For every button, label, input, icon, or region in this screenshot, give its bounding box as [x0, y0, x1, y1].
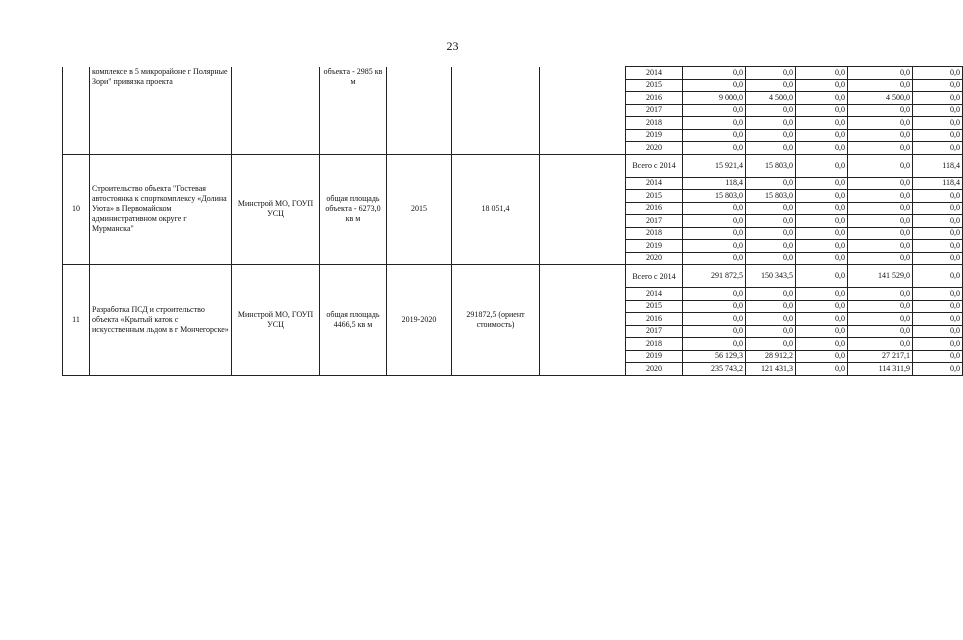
cell-year: 2016 [626, 202, 683, 215]
cell-value: 0,0 [848, 215, 913, 228]
cell-executor [232, 67, 320, 155]
cell-value: 0,0 [848, 202, 913, 215]
cell-value: 0,0 [913, 240, 963, 253]
cell-value: 0,0 [746, 215, 796, 228]
cell-value: 0,0 [796, 117, 848, 130]
cell-value: 0,0 [796, 129, 848, 142]
cell-value: 0,0 [848, 190, 913, 203]
cell-value: 0,0 [913, 142, 963, 155]
cell-value: 0,0 [913, 338, 963, 351]
cell-value: 0,0 [683, 227, 746, 240]
cell-area: общая площадь объекта - 6273,0 кв м [320, 154, 387, 265]
cell-value: 0,0 [848, 177, 913, 190]
cell-years [387, 67, 452, 155]
cell-gap [540, 265, 626, 376]
cell-value: 0,0 [913, 350, 963, 363]
cell-value: 118,4 [913, 177, 963, 190]
cell-value: 0,0 [746, 300, 796, 313]
cell-value: 0,0 [848, 338, 913, 351]
total-label-text: Всего с 2014 [632, 161, 676, 170]
cell-year: 2019 [626, 129, 683, 142]
cell-value: 0,0 [796, 92, 848, 105]
cell-value: 0,0 [746, 240, 796, 253]
cell-value: 0,0 [746, 325, 796, 338]
cell-value: 0,0 [848, 79, 913, 92]
cell-year: 2019 [626, 240, 683, 253]
cell-value: 0,0 [746, 313, 796, 326]
page-number: 23 [446, 39, 459, 53]
cell-value: 0,0 [796, 288, 848, 301]
cell-value: 0,0 [746, 227, 796, 240]
cell-years: 2019-2020 [387, 265, 452, 376]
cell-value: 0,0 [683, 338, 746, 351]
cell-total-label [626, 265, 683, 288]
program-table [62, 66, 963, 376]
cell-year: 2018 [626, 117, 683, 130]
cell-value: 0,0 [796, 104, 848, 117]
total-label-text: Всего с 2014 [632, 271, 676, 281]
cell-value: 0,0 [848, 240, 913, 253]
table-row [63, 265, 963, 288]
cell-value: 0,0 [683, 288, 746, 301]
cell-executor: Минстрой МО, ГОУП УСЦ [232, 265, 320, 376]
cell-area: объекта - 2985 кв м [320, 67, 387, 155]
cell-value: 0,0 [913, 300, 963, 313]
cell-total-value: 0,0 [796, 154, 848, 177]
cell-value: 0,0 [746, 117, 796, 130]
table-row [63, 67, 963, 80]
cell-value: 0,0 [746, 252, 796, 265]
cell-value: 0,0 [683, 313, 746, 326]
cell-value: 0,0 [913, 129, 963, 142]
cell-cost [452, 67, 540, 155]
cell-total-value: 118,4 [913, 154, 963, 177]
cell-value: 0,0 [683, 202, 746, 215]
cell-value: 0,0 [913, 202, 963, 215]
cell-total-value: 15 921,4 [683, 154, 746, 177]
cell-value: 0,0 [913, 215, 963, 228]
cell-value: 0,0 [913, 325, 963, 338]
cell-value: 0,0 [746, 202, 796, 215]
cell-total-value: 150 343,5 [746, 265, 796, 288]
cell-value: 0,0 [796, 67, 848, 80]
cell-executor: Минстрой МО, ГОУП УСЦ [232, 154, 320, 265]
cell-year: 2015 [626, 190, 683, 203]
cell-value: 0,0 [848, 325, 913, 338]
cell-value: 0,0 [913, 104, 963, 117]
cell-value: 4 500,0 [746, 92, 796, 105]
cell-value: 15 803,0 [683, 190, 746, 203]
cell-year: 2014 [626, 177, 683, 190]
cell-number: 11 [63, 265, 90, 376]
cell-cost: 291872,5 (ориент стоимость) [452, 265, 540, 376]
cell-value: 0,0 [683, 117, 746, 130]
cell-value: 0,0 [913, 79, 963, 92]
cell-year: 2015 [626, 79, 683, 92]
cell-value: 0,0 [913, 363, 963, 376]
cell-year: 2020 [626, 142, 683, 155]
cell-year: 2017 [626, 104, 683, 117]
cell-value: 0,0 [746, 79, 796, 92]
cell-year: 2017 [626, 325, 683, 338]
cell-value: 0,0 [746, 288, 796, 301]
cell-value: 0,0 [683, 215, 746, 228]
cell-number [63, 67, 90, 155]
cell-year: 2014 [626, 67, 683, 80]
cell-value: 0,0 [913, 252, 963, 265]
cell-value: 0,0 [848, 117, 913, 130]
cell-value: 118,4 [683, 177, 746, 190]
cell-area: общая площадь 4466,5 кв м [320, 265, 387, 376]
cell-value: 0,0 [796, 338, 848, 351]
cell-description: комплексе в 5 микрорайоне г Полярные Зори" привязка проекта [90, 67, 232, 155]
cell-value: 0,0 [913, 117, 963, 130]
cell-value: 0,0 [848, 67, 913, 80]
cell-gap [540, 154, 626, 265]
cell-total-value: 141 529,0 [848, 265, 913, 288]
cell-value: 0,0 [848, 129, 913, 142]
cell-year: 2019 [626, 350, 683, 363]
table-row [63, 154, 963, 177]
cell-year: 2018 [626, 227, 683, 240]
cell-total-value: 0,0 [796, 265, 848, 288]
cell-year: 2018 [626, 338, 683, 351]
cell-value: 0,0 [796, 252, 848, 265]
cell-year: 2020 [626, 363, 683, 376]
cell-total-value: 0,0 [913, 265, 963, 288]
cell-value: 0,0 [746, 142, 796, 155]
cell-value: 0,0 [848, 227, 913, 240]
cell-value: 0,0 [683, 67, 746, 80]
cell-value: 235 743,2 [683, 363, 746, 376]
cell-value: 4 500,0 [848, 92, 913, 105]
cell-value: 0,0 [796, 300, 848, 313]
cell-value: 0,0 [746, 177, 796, 190]
cell-value: 114 311,9 [848, 363, 913, 376]
cell-value: 0,0 [848, 252, 913, 265]
cell-value: 0,0 [746, 129, 796, 142]
cell-value: 0,0 [913, 227, 963, 240]
cell-value: 56 129,3 [683, 350, 746, 363]
cell-year: 2016 [626, 92, 683, 105]
cell-value: 0,0 [796, 313, 848, 326]
cell-value: 0,0 [796, 240, 848, 253]
cell-total-value: 0,0 [848, 154, 913, 177]
cell-value: 0,0 [796, 325, 848, 338]
cell-value: 0,0 [913, 313, 963, 326]
cell-value: 0,0 [683, 79, 746, 92]
cell-gap [540, 67, 626, 155]
cell-value: 121 431,3 [746, 363, 796, 376]
cell-value: 0,0 [848, 104, 913, 117]
cell-value: 0,0 [796, 350, 848, 363]
cell-value: 0,0 [796, 363, 848, 376]
cell-value: 0,0 [796, 79, 848, 92]
cell-year: 2017 [626, 215, 683, 228]
cell-years: 2015 [387, 154, 452, 265]
cell-value: 0,0 [796, 202, 848, 215]
cell-value: 0,0 [683, 325, 746, 338]
cell-cost: 18 051,4 [452, 154, 540, 265]
cell-value: 0,0 [796, 190, 848, 203]
cell-total-value: 15 803,0 [746, 154, 796, 177]
cell-year: 2020 [626, 252, 683, 265]
cell-number: 10 [63, 154, 90, 265]
cell-value: 0,0 [796, 177, 848, 190]
cell-value: 28 912,2 [746, 350, 796, 363]
cell-value: 0,0 [746, 338, 796, 351]
cell-description: Разработка ПСД и строительство объекта «Крытый каток с искусственным льдом в г Мончегорске» [90, 265, 232, 376]
cell-value: 0,0 [848, 288, 913, 301]
cell-value: 0,0 [913, 190, 963, 203]
cell-value: 0,0 [848, 142, 913, 155]
cell-value: 0,0 [848, 313, 913, 326]
cell-value: 0,0 [796, 142, 848, 155]
cell-year: 2014 [626, 288, 683, 301]
cell-value: 27 217,1 [848, 350, 913, 363]
cell-value: 0,0 [683, 252, 746, 265]
cell-value: 9 000,0 [683, 92, 746, 105]
cell-value: 0,0 [683, 129, 746, 142]
cell-value: 15 803,0 [746, 190, 796, 203]
cell-value: 0,0 [683, 300, 746, 313]
cell-value: 0,0 [746, 67, 796, 80]
cell-value: 0,0 [683, 104, 746, 117]
cell-value: 0,0 [848, 300, 913, 313]
cell-year: 2016 [626, 313, 683, 326]
cell-value: 0,0 [683, 142, 746, 155]
cell-value: 0,0 [683, 240, 746, 253]
cell-value: 0,0 [913, 92, 963, 105]
cell-value: 0,0 [913, 288, 963, 301]
cell-description: Строительство объекта "Гостевая автостоянка к спорткомплексу «Долина Уюта» в Первомайском административном округе г Мурманска" [90, 154, 232, 265]
cell-value: 0,0 [746, 104, 796, 117]
cell-value: 0,0 [796, 215, 848, 228]
cell-value: 0,0 [913, 67, 963, 80]
cell-value: 0,0 [796, 227, 848, 240]
cell-total-value: 291 872,5 [683, 265, 746, 288]
cell-year: 2015 [626, 300, 683, 313]
cell-total-label [626, 154, 683, 177]
